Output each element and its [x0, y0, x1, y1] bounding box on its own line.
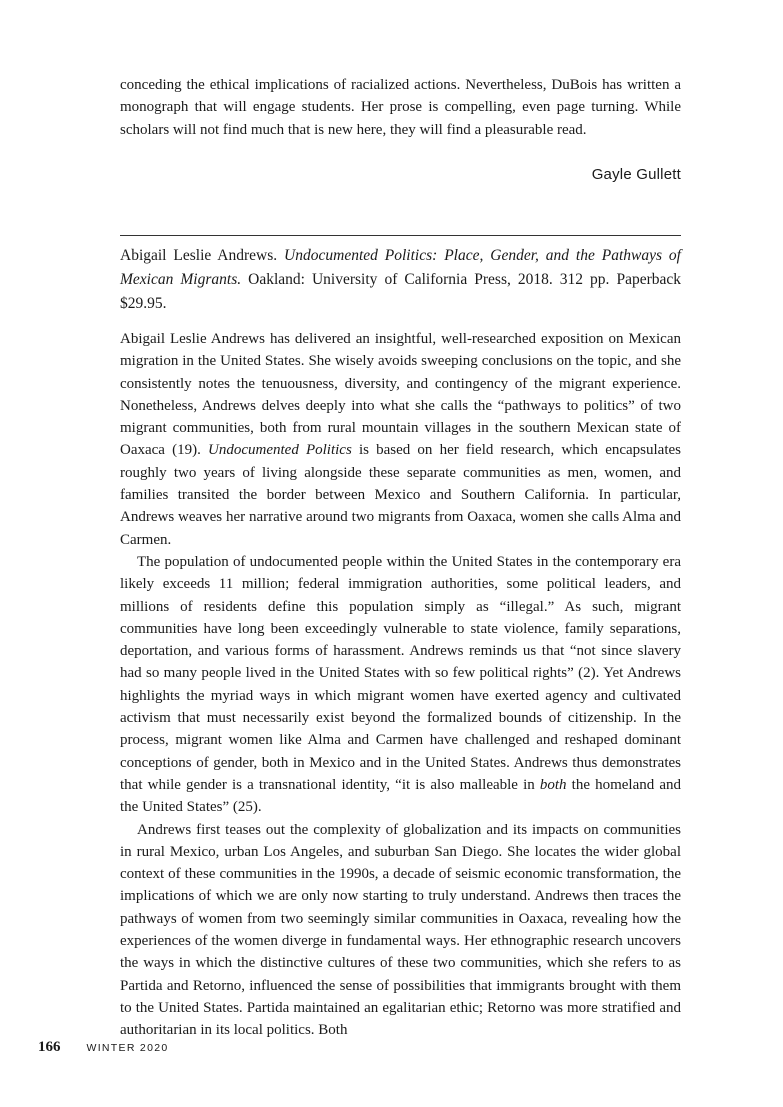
text-run: the homeland and the United States” (25). — [120, 776, 682, 816]
paragraph: conceding the ethical implications of racialized actions. Nevertheless, DuBois has written a monograph that will engage students. Her prose is compelling, even page turning. While scholars will not find much that is new here, they will find a pleasurable read. — [120, 77, 681, 138]
italic-emphasis: both — [539, 776, 567, 793]
text-run: The population of undocumented people within the United States in the contemporary era likely exceeds 11 million; federal immigration authorities, some political leaders, and millions of residents define this population simply as “illegal.” As such, migrant communities have long been exceedingly vulnerable to state violence, family separations, deportation, and various forms of harassment. Andrews reminds us that “not since slavery had so many people lived in the United States with so few political rights” (2). Yet Andrews highlights the myriad ways in which migrant women have exerted agency and cultivated activism that must necessarily exist beyond the formalized bounds of citizenship. In the process, migrant women like Alma and Carmen have challenged and reshaped dominant conceptions of gender, both in Mexico and in the United States. Andrews thus demonstrates that while gender is a transnational identity, “it is also malleable in — [120, 553, 681, 793]
paragraph: Andrews first teases out the complexity of globalization and its impacts on communities in rural Mexico, urban Los Angeles, and suburban San Diego. She locates the wider global context of these communities in the 1990s, a decade of seismic economic transformation, the implications of which we are only now starting to truly understand. Andrews then traces the pathways of women from two seemingly similar communities in Oaxaca, revealing how the experiences of the women diverge in fundamental ways. Her ethnographic research uncovers the ways in which the distinctive cultures of these two communities, which she refers to as Partida and Retorno, influenced the sense of possibilities that immigrants brought with them to the United States. Partida maintained an egalitarian ethic; Retorno was more stratified and authoritarian in its local politics. Both — [120, 821, 681, 1039]
citation-text — [120, 244, 681, 316]
page-footer — [38, 1038, 169, 1056]
reviewer-name: Gayle Gullett — [591, 166, 681, 183]
paragraph — [120, 551, 681, 819]
text-run: Abigail Leslie Andrews has delivered an insightful, well-researched exposition on Mexican migration in the United States. She wisely avoids sweeping conclusions on the topic, and she consistently notes the tenuousness, diversity, and contingency of the migrant experience. Nonetheless, Andrews delves deeply into what she calls the “pathways to politics” of two migrant communities, both from rural mountain villages in the southern Mexican state of Oaxaca (19). — [120, 331, 681, 459]
review-body — [120, 328, 681, 1042]
paragraph — [120, 328, 681, 551]
text-run: is based on her field research, which encapsulates roughly two years of living alongside these separate communities as men, women, and families transited the border between Mexico and Southern California. In particular, Andrews weaves her narrative around two migrants from Oaxaca, women she calls Alma and Carmen. — [120, 442, 681, 548]
section-divider — [120, 235, 681, 236]
book-citation — [120, 244, 681, 316]
citation-publication: Oakland: University of California Press, 2018. 312 pp. Paperback $29.95. — [120, 271, 682, 312]
citation-title: Undocumented Politics: Place, Gender, and the Pathways of Mexican Migrants. — [120, 247, 681, 288]
previous-review-closing — [120, 74, 681, 141]
italic-title: Undocumented Politics — [208, 442, 352, 459]
page-number: 166 — [38, 1039, 61, 1055]
citation-author: Abigail Leslie Andrews. — [120, 247, 278, 264]
issue-label: WINTER 2020 — [86, 1042, 169, 1054]
